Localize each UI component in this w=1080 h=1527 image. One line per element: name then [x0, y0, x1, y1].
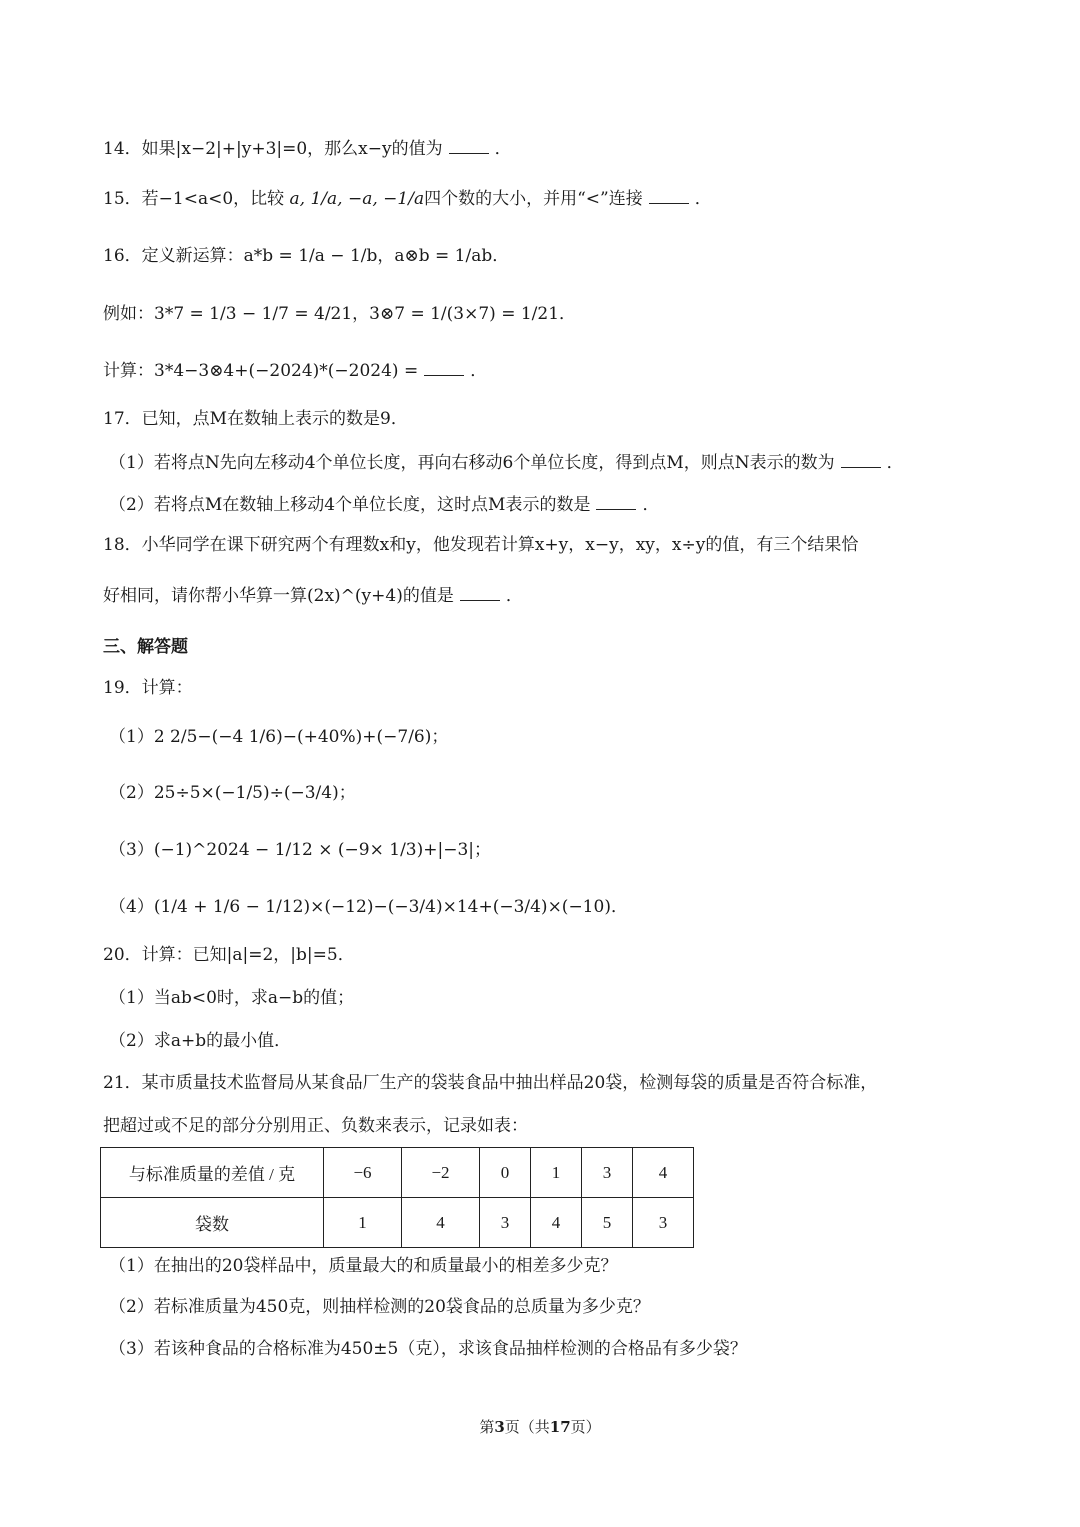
period: ．	[505, 586, 523, 606]
answer-blank	[841, 451, 881, 468]
part-text: （2）25÷5×(−1/5)÷(−3/4)；	[109, 783, 356, 803]
part-text: （3）(−1)^2024 − 1/12 × (−9× 1/3)+|−3|；	[109, 840, 492, 860]
section-heading: 三、解答题	[103, 637, 188, 657]
question-text: 小华同学在课下研究两个有理数x和y，他发现若计算x+y，x−y，xy，x÷y的值，有三个结果恰	[141, 535, 859, 555]
table-header-cell: 与标准质量的差值 / 克	[101, 1148, 324, 1198]
table-cell: −2	[402, 1148, 480, 1198]
question-number: 16．	[103, 246, 142, 266]
question-20-part-1	[109, 986, 1020, 1010]
question-20	[103, 943, 1020, 967]
footer-text: 页（共	[504, 1418, 550, 1436]
definition-text: 定义新运算：a*b = 1/a − 1/b，a⊗b = 1/ab．	[141, 246, 510, 266]
part-text: （3）若该种食品的合格标准为450±5（克），求该食品抽样检测的合格品有多少袋？	[109, 1339, 747, 1359]
part-text: （1）2 2/5−(−4 1/6)−(+40%)+(−7/6)；	[109, 727, 449, 747]
answer-blank	[596, 493, 636, 510]
page-footer	[0, 1416, 1080, 1437]
total-pages: 17	[549, 1418, 571, 1436]
question-19	[103, 676, 1020, 700]
example-text: 例如：3*7 = 1/3 − 1/7 = 4/21，3⊗7 = 1/(3×7) = 1/21．	[103, 304, 577, 324]
question-16-example	[103, 302, 1020, 326]
question-20-part-2	[109, 1029, 1020, 1053]
period: ．	[470, 361, 488, 381]
answer-blank	[424, 359, 464, 376]
question-15	[103, 187, 1020, 211]
period: ．	[494, 139, 512, 159]
part-text: （1）在抽出的20袋样品中，质量最大的和质量最小的相差多少克？	[109, 1256, 618, 1276]
footer-text: 第	[479, 1418, 495, 1436]
question-text: 已知，点M在数轴上表示的数是9．	[141, 409, 408, 429]
question-14	[103, 137, 1020, 161]
number-list: a, 1/a, −a, −1/a	[289, 189, 425, 209]
question-number: 18．	[103, 535, 142, 555]
part-text: （1）当ab<0时，求a−b的值；	[109, 988, 355, 1008]
table-cell: 0	[480, 1148, 531, 1198]
question-text: 若−1<a<0，比较	[141, 189, 285, 209]
table-cell: 3	[582, 1148, 633, 1198]
answer-blank	[460, 584, 500, 601]
table-cell: 4	[402, 1198, 480, 1248]
question-number: 17．	[103, 409, 142, 429]
question-21-part-1	[109, 1254, 1020, 1278]
table-cell: 3	[480, 1198, 531, 1248]
question-18	[103, 533, 1020, 557]
part-text: （4）(1/4 + 1/6 − 1/12)×(−12)−(−3/4)×14+(−3/4)×(−10)．	[109, 897, 628, 917]
question-21-part-2	[109, 1295, 1020, 1319]
table-header-cell: 袋数	[101, 1198, 324, 1248]
part-text: （2）若标准质量为450克，则抽样检测的20袋食品的总质量为多少克？	[109, 1297, 650, 1317]
table-cell: 5	[582, 1198, 633, 1248]
question-17	[103, 407, 1020, 431]
part-text: （1）若将点N先向左移动4个单位长度，再向右移动6个单位长度，得到点M，则点N表示的数为	[109, 453, 835, 473]
table-row	[101, 1148, 694, 1198]
question-21-cont	[103, 1114, 1020, 1138]
answer-blank	[649, 187, 689, 204]
question-16-definition	[103, 244, 1020, 268]
question-text: 计算：	[141, 678, 193, 698]
period: ．	[886, 453, 904, 473]
question-text: 计算：已知|a|=2，|b|=5．	[141, 945, 355, 965]
question-19-part-3	[109, 838, 1020, 862]
table-row	[101, 1198, 694, 1248]
question-text: 某市质量技术监督局从某食品厂生产的袋装食品中抽出样品20袋，检测每袋的质量是否符合标准，	[141, 1073, 878, 1093]
question-19-part-1	[109, 725, 1020, 749]
table-cell: 1	[324, 1198, 402, 1248]
part-text: （2）若将点M在数轴上移动4个单位长度，这时点M表示的数是	[109, 495, 591, 515]
question-number: 21．	[103, 1073, 142, 1093]
table-cell: 1	[531, 1148, 582, 1198]
data-table	[100, 1147, 694, 1248]
page-number: 3	[494, 1418, 505, 1436]
calc-text: 计算：3*4−3⊗4+(−2024)*(−2024) =	[103, 361, 419, 381]
question-19-part-2	[109, 781, 1020, 805]
question-21-part-3	[109, 1337, 1020, 1361]
question-text-cont: 四个数的大小，并用“<”连接	[424, 189, 643, 209]
question-18-cont	[103, 584, 1020, 608]
period: ．	[694, 189, 712, 209]
table-cell: 4	[531, 1198, 582, 1248]
table-cell: −6	[324, 1148, 402, 1198]
question-17-part-1	[109, 451, 1020, 475]
question-21	[103, 1071, 1020, 1095]
question-17-part-2	[109, 493, 1020, 517]
question-text: 如果|x−2|+|y+3|=0，那么x−y的值为	[141, 139, 443, 159]
table-cell: 3	[633, 1198, 694, 1248]
question-16-calc	[103, 359, 1020, 383]
footer-text: 页）	[570, 1418, 601, 1436]
question-number: 14．	[103, 139, 142, 159]
question-text-cont: 好相同，请你帮小华算一算(2x)^(y+4)的值是	[103, 586, 454, 606]
part-text: （2）求a+b的最小值．	[109, 1031, 292, 1051]
answer-blank	[449, 137, 489, 154]
question-number: 19．	[103, 678, 142, 698]
question-19-part-4	[109, 895, 1020, 919]
question-number: 20．	[103, 945, 142, 965]
table-cell: 4	[633, 1148, 694, 1198]
question-text-cont: 把超过或不足的部分分别用正、负数来表示，记录如表：	[103, 1116, 528, 1136]
question-number: 15．	[103, 189, 142, 209]
period: ．	[642, 495, 660, 515]
